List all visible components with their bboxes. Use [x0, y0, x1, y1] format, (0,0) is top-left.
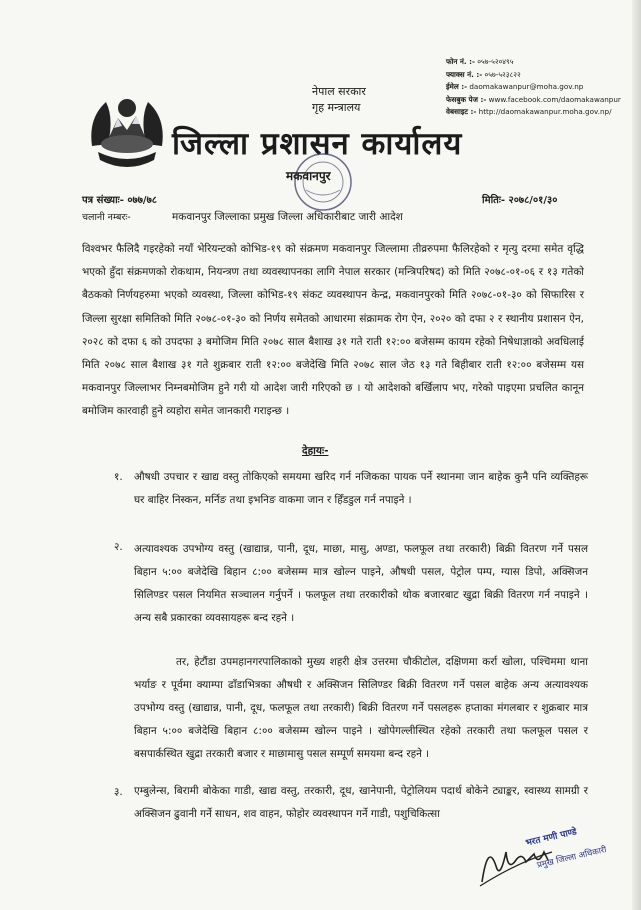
- contact-fax: [446, 69, 636, 82]
- website-label: वेबसाइट :-: [446, 107, 477, 116]
- contact-block: [446, 56, 636, 119]
- dispatch-number: चलानी नम्बरः-: [82, 212, 131, 223]
- district-name: मकवानपुर: [286, 169, 331, 183]
- website-value: http://daomakawanpur.moha.gov.np/: [478, 107, 612, 116]
- contact-facebook: [446, 94, 636, 107]
- page-edge-shadow: [632, 0, 641, 910]
- phone-value: ०५७-५२०४९५: [477, 57, 514, 66]
- phone-label: फोन नं. :-: [446, 57, 475, 66]
- nepal-emblem-icon: [84, 88, 170, 178]
- fax-label: फ्याक्स नं. :-: [446, 69, 483, 79]
- list-item: औषधी उपचार र खाद्य वस्तु तोकिएको समयमा खरिद गर्न नजिकका पायक पर्ने स्थानमा जान बाहेक कुनै पनि व्यक्तिहरू घर बाहिर निस्कन, मर्निङ तथा इभनिङ वाकमा जान र हिँडडुल गर्न नपाइने ।: [134, 471, 588, 506]
- contact-website: [446, 106, 636, 119]
- item-number: १.: [114, 471, 123, 483]
- item-number: २.: [114, 541, 123, 553]
- email-label: ईमेल :-: [446, 82, 468, 91]
- item-number: ३.: [114, 786, 123, 798]
- signatory-title: प्रमुख जिल्ला अधिकारी: [536, 845, 608, 871]
- office-title: जिल्ला प्रशासन कार्यालय: [172, 126, 463, 162]
- subject-line: मकवानपुर जिल्लाका प्रमुख जिल्ला अधिकारीबाट जारी आदेश: [172, 211, 403, 223]
- fax-value: ०५७-५२३८२२: [484, 69, 521, 79]
- government-name: नेपाल सरकार: [312, 85, 366, 98]
- reference-number: पत्र संख्याः- ०७७/७८: [82, 195, 157, 206]
- list-item: एम्बुलेन्स, बिरामी बोकेका गाडी, खाद्य वस्तु, तरकारी, दूध, खानेपानी, पेट्रोलियम पदार्थ बोकेने ट्याङ्कर, स्वास्थ्य सामग्री र अक्सिजन ढुवानी गर्ने साधन, शव वाहन, फोहोर व्यवस्थापन गर्ने गाडी, पशुचिकित्सा: [134, 785, 588, 820]
- issue-date: मितिः- २०७८/०१/३०: [482, 195, 558, 206]
- signatory-name: भरत मणी पाण्डे: [524, 827, 578, 849]
- list-item: अत्यावश्यक उपभोग्य वस्तु (खाद्यान्न, पानी, दूध, माछा, मासु, अण्डा, फलफूल तथा तरकारी) बिक्री वितरण गर्ने पसल बिहान ५:०० बजेदेखि बिहान ८:०० बजेसम्म मात्र खोल्न पाइने, औषधी पसल, पेट्रोल पम्प, ग्यास डिपो, अक्सिजन सिलिण्डर पसल नियमित सञ्चालन गर्नुपर्ने । फलफूल तथा तरकारीको थोक बजारबाट खुद्रा बिक्री वितरण गर्न नपाइने । अन्य सबै प्रकारका व्यवसायहरू बन्द रहने ।: [134, 543, 588, 624]
- facebook-value: www.facebook.com/daomakawanpur: [488, 94, 621, 104]
- list-item-continuation: तर, हेटौंडा उपमहानगरपालिकाको मुख्य शहरी क्षेत्र उत्तरमा चौकीटोल, दक्षिणमा कर्रा खोला, पश्चिममा थाना भर्याङ र पूर्वमा क्याम्पा ढाँडाभित्रका औषधी र अक्सिजन सिलिण्डर बिक्री वितरण गर्ने पसल बाहेक अन्य अत्यावश्यक उपभोग्य वस्तु (खाद्यान्न, पानी, दूध, फलफूल तथा तरकारी) बिक्री वितरण गर्ने पसलहरू हप्ताका मंगलबार र शुक्रबार मात्र बिहान ५:०० बजेदेखि बिहान ८:०० बजेसम्म खोल्न पाइने । खोपेगल्लीस्थित रहेको तरकारी तथा फलफूल पसल र बसपार्कस्थित खुद्रा तरकारी बजार र माछामासु पसल सम्पूर्ण समयमा बन्द रहने ।: [134, 656, 588, 760]
- contact-phone: [446, 56, 636, 69]
- order-paragraph: विश्वभर फैलिदै गइरहेको नयाँ भेरियन्टको कोभिड-१९ को संक्रमण मकवानपुर जिल्लामा तीव्ररुपमा फैलिरहेको र मृत्यु दरमा समेत वृद्धि भएको हुँदा संक्रमणको रोकथाम, नियन्त्रण तथा व्यवस्थापनका लागि नेपाल सरकार (मन्त्रिपरिषद) को मिति २०७८-०१-०६ र १३ गतेको बैठकको निर्णयहरुमा भएको व्यवस्था, जिल्ला कोभिड-१९ संकट व्यवस्थापन केन्द्र, मकवानपुरको मिति २०७८-०१-३० को सिफारिस र जिल्ला सुरक्षा समितिको मिति २०७८-०१-३० को निर्णय समेतको आधारमा संक्रामक रोग ऐन, २०२० को दफा २ र स्थानीय प्रशासन ऐन, २०२८ को दफा ६ को उपदफा ३ बमोजिम मिति २०७८ साल बैशाख ३१ गते राती १२:०० बजेसम्म कायम रहेको निषेधाज्ञाको अवधिलाई मिति २०७८ साल बैशाख ३१ गते शुक्रबार राती १२:०० बजेदेखि मिति २०७८ साल जेठ १३ गते बिहीबार राती १२:०० बजेसम्म यस मकवानपुर जिल्लाभर निम्नबमोजिम हुने गरी यो आदेश जारी गरिएको छ । यो आदेशको बर्खिलाप भए, गरेको पाइएमा प्रचलित कानून बमोजिम कारवाही हुने व्यहोरा समेत जानकारी गराइन्छ ।: [82, 243, 584, 418]
- facebook-label: फेसबुक पेज :-: [446, 94, 487, 104]
- ministry-name: गृह मन्त्रालय: [312, 101, 361, 114]
- email-value: daomakawanpur@moha.gov.np: [469, 82, 584, 91]
- section-heading: देहायः-: [302, 445, 329, 457]
- contact-email: [446, 81, 636, 94]
